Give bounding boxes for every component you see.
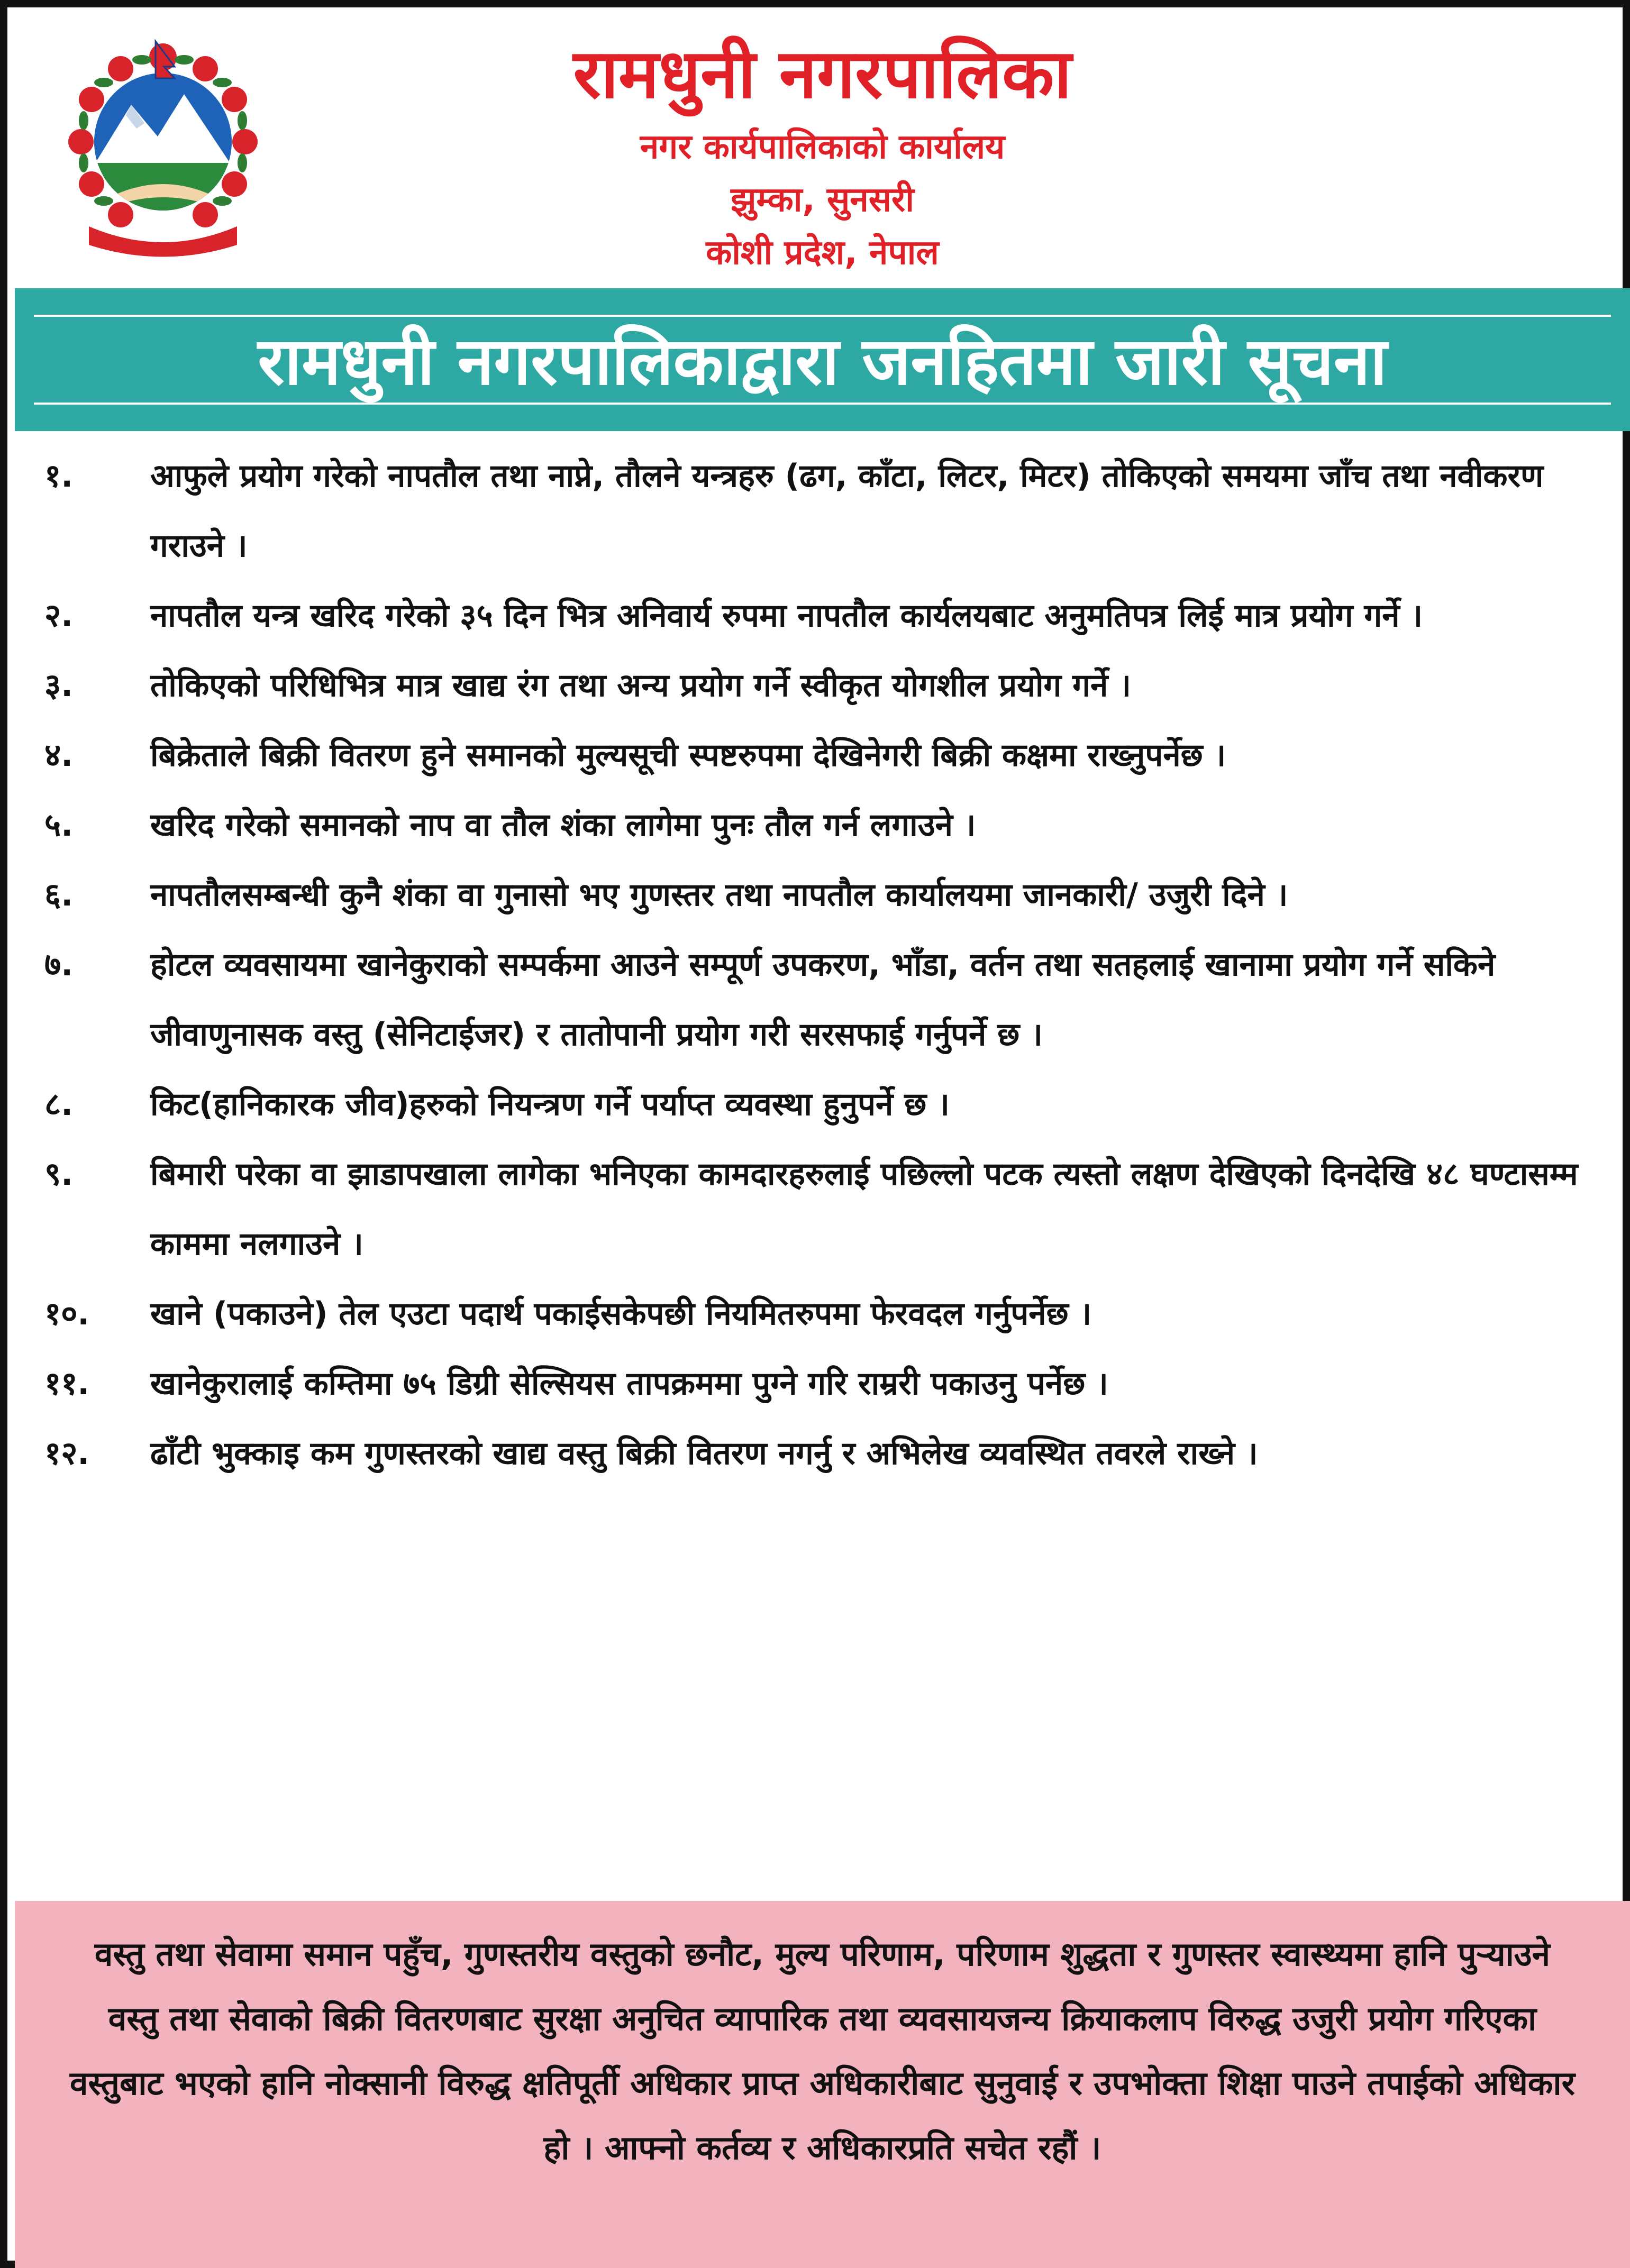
list-item: [44, 860, 1605, 930]
item-number: ११.: [44, 1365, 90, 1402]
list-item: [44, 1349, 1605, 1419]
item-text: ढाँटी भुक्काइ कम गुणस्तरको खाद्य वस्तु बिक्री वितरण नगर्नु र अभिलेख व्यवस्थित तवरले राख्ने ।: [150, 1435, 1258, 1472]
list-item: [44, 1139, 1605, 1279]
item-text: किट(हानिकारक जीव)हरुको नियन्त्रण गर्ने पर्याप्त व्यवस्था हुनुपर्ने छ ।: [150, 1086, 950, 1123]
list-item: [44, 651, 1605, 720]
footer-panel: [15, 1901, 1630, 2268]
item-text: आफुले प्रयोग गरेको नापतौल तथा नाप्ने, तौलने यन्त्रहरु (ढग, काँटा, लिटर, मिटर) तोकिएको समयमा जाँच तथा नवीकरण गराउने ।: [150, 458, 1544, 564]
item-text: खाने (पकाउने) तेल एउटा पदार्थ पकाईसकेपछी नियमितरुपमा फेरवदल गर्नुपर्नेछ ।: [150, 1295, 1092, 1332]
item-text: खरिद गरेको समानको नाप वा तौल शंका लागेमा पुनः तौल गर्न लगाउने ।: [150, 807, 976, 844]
item-number: १.: [44, 458, 73, 495]
item-text: तोकिएको परिधिभित्र मात्र खाद्य रंग तथा अन्य प्रयोग गर्ने स्वीकृत योगशील प्रयोग गर्ने ।: [150, 667, 1131, 704]
item-number: ३.: [44, 667, 73, 704]
list-item: [44, 930, 1605, 1069]
list-item: [44, 1279, 1605, 1349]
list-item: [44, 441, 1605, 581]
office-name: नगर कार्यपालिकाको कार्यालय: [640, 127, 1005, 167]
item-number: ८.: [44, 1086, 73, 1123]
item-number: ७.: [44, 946, 73, 983]
item-number: १२.: [44, 1435, 90, 1472]
item-number: ४.: [44, 737, 73, 774]
consumer-rights-text: वस्तु तथा सेवामा समान पहुँच, गुणस्तरीय वस्तुको छनौट, मुल्य परिणाम, परिणाम शुद्धता र गुणस्तर स्वास्थ्यमा हानि पुऱ्याउने वस्तु तथा सेवाको बिक्री वितरणबाट सुरक्षा अनुचित व्यापारिक तथा व्यवसायजन्य क्रियाकलाप विरुद्ध उजुरी प्रयोग गरिएका वस्तुबाट भएको हानि नोक्सानी विरुद्ध क्षतिपूर्ती अधिकार प्राप्त अधिकारीबाट सुनुवाई र उपभोक्ता शिक्षा पाउने तपाईको अधिकार हो । आफ्नो कर्तव्य र अधिकारप्रति सचेत रहौं ।: [70, 1935, 1575, 2167]
notice-banner: [15, 288, 1630, 431]
item-text: बिमारी परेका वा झाडापखाला लागेका भनिएका कामदारहरुलाई पछिल्लो पटक त्यस्तो लक्षण देखिएको दिनदेखि ४८ घण्टासम्म काममा नलगाउने ।: [150, 1156, 1578, 1263]
office-location: झुम्का, सुनसरी: [731, 180, 914, 220]
list-item: [44, 581, 1605, 651]
list-item: [44, 790, 1605, 860]
item-number: २.: [44, 597, 73, 634]
notice-heading: रामधुनी नगरपालिकाद्वारा जनहितमा जारी सूचना: [34, 315, 1611, 405]
item-text: होटल व्यवसायमा खानेकुराको सम्पर्कमा आउने सम्पूर्ण उपकरण, भाँडा, वर्तन तथा सतहलाई खानामा प्रयोग गर्ने सकिने जीवाणुनासक वस्तु (सेनिटाईजर) र तातोपानी प्रयोग गरी सरसफाई गर्नुपर्ने छ ।: [150, 946, 1496, 1053]
item-number: ५.: [44, 807, 73, 844]
item-number: ६.: [44, 876, 73, 913]
item-number: ९.: [44, 1156, 73, 1193]
province-country: कोशी प्रदेश, नेपाल: [706, 233, 939, 272]
notice-list: [44, 441, 1605, 1488]
item-text: बिक्रेताले बिक्री वितरण हुने समानको मुल्यसूची स्पष्टरुपमा देखिनेगरी बिक्री कक्षमा राख्नुपर्नेछ ।: [150, 737, 1226, 774]
list-item: [44, 1419, 1605, 1488]
list-item: [44, 720, 1605, 790]
list-item: [44, 1069, 1605, 1139]
municipality-title: रामधुनी नगरपालिका: [573, 35, 1072, 114]
item-text: खानेकुरालाई कम्तिमा ७५ डिग्री सेल्सियस तापक्रममा पुग्ने गरि राम्ररी पकाउनु पर्नेछ ।: [150, 1365, 1108, 1402]
item-number: १०.: [44, 1295, 90, 1332]
item-text: नापतौल यन्त्र खरिद गरेको ३५ दिन भित्र अनिवार्य रुपमा नापतौल कार्यलयबाट अनुमतिपत्र लिई मात्र प्रयोग गर्ने ।: [150, 597, 1423, 634]
header: [15, 15, 1630, 287]
item-text: नापतौलसम्बन्धी कुनै शंका वा गुनासो भए गुणस्तर तथा नापतौल कार्यालयमा जानकारी/ उजुरी दिने ।: [150, 876, 1288, 913]
